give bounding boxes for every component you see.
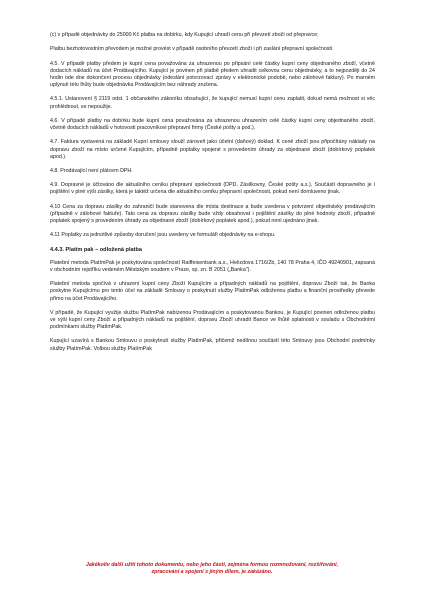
- paragraph-4-8: 4.8. Prodávající není plátcem DPH.: [50, 168, 133, 174]
- paragraph-platim-pak-contract: Kupující uzavírá s Bankou Smlouvu o poskytnutí služby PlatímPak, přičemž nedílnou součástí této Smlouvy jsou Obchodní podmínky služby PlatímPak. Volbou služby PlatímPak: [50, 338, 375, 352]
- footer-line-2: zpracování a spojení s jiným dílem, je zakázáno.: [151, 569, 273, 576]
- footer-line-1: Jakékoliv další užití tohoto dokumentu, nebo jeho části, zejména formou rozmnožování, rozšiřování,: [85, 562, 339, 568]
- paragraph-4-9: 4.9. Dopravné je účtováno dle aktuálního ceníku přepravní společnosti (DPD, Zásilkovny, České pošty a.s.), Součástí dopravného je i pojištění v plné výši zásilky, která je taktéž určena dle aktuálního ceníku přepravní společnosti, pokud není domluveno jinak.: [50, 182, 375, 196]
- paragraph-4-7: 4.7. Faktura vystavená na základě Kupní smlouvy slouží zároveň jako účetní (daňový) doklad. K ceně zboží jsou připočítány náklady na dopravu zboží na místo určené Kupujícím, případně poplatky spojené s provedením úhrady za objednané zboží (dobírkový poplatek apod.).: [50, 139, 375, 160]
- paragraph-platim-pak-provider: Platební metoda PlatímPak je poskytována společností Raiffeisenbank a.s., Hvězdova 1716/2b, 140 78 Praha 4, IČO 49240901, zapsaná v obchodním rejstříku vedeném Městským soudem v Praze, sp. zn. B 2051 („Banka").: [50, 259, 375, 273]
- document-body: [50, 32, 375, 360]
- copyright-warning-footer: [40, 562, 384, 576]
- section-heading-platim-pak: 4.4.3. Platím pak – odložená platba: [50, 246, 143, 253]
- paragraph-4-5: 4.5. V případě platby předem je kupní cena považována za uhrazenou po připsání celé částky kupní ceny objednaného zboží, včetně dodacích nákladů na účet Prodávajícího. Kupující je povinen při platbě předem uhradit celkovou cenu objednávky, a to nejpozději do 24 hodin ode dne dokončení procesu objednávky (odeslání potvrzovací zprávy v elektronické podobě, nebo zálohové faktury). Po marném uplynutí této lhůty bude objednávka Prodávajícím bez náhrady zrušena.: [50, 60, 375, 89]
- paragraph-4-10: 4.10 Cena za dopravu zásilky do zahraničí bude stanovena dle místa destinace a bude uvedena v potvrzení objednávky prodávajícím (případně v zálohové faktuře). Tato cena za dopravu zásilky bude vždy obsahovat i pojištění zásilky do plné hodnoty zboží, případně poplatek spojený s provedením úhrady za objednané zboží (dobírkový poplatek apod.), pokud není ujednáno jinak.: [50, 203, 375, 225]
- paragraph-4-5-1: 4.5.1. Ustanovení § 2119 odst. 1 občanského zákoníku obsahující, že kupující nemusí kupní cenu zaplatit, dokud nemá možnost si věc prohlédnout, se nepoužije.: [50, 96, 375, 110]
- paragraph-bank-transfer: Platbu bezhotovostním převodem je možné provést v případě osobního převzetí zboží i při zaslání přepravní společností.: [50, 46, 334, 53]
- paragraph-4-11: 4.11 Poplatky za jednotlivé způsoby doručení jsou uvedeny ve formuláři objednávky na e-shopu.: [50, 232, 276, 239]
- paragraph-platim-pak-obligation: V případě, že Kupující využije službu PlatímPak nabízenou Prodávajícím a poskytovanou Bankou, je Kupující povinen odloženou platbu ve výši kupní ceny Zboží a případných nákladů na pojištění, dopravu Zboží uhradit Bance ve lhůtě splatnosti v souladu s Obchodními podmínkami služby PlatímPak.: [50, 309, 375, 331]
- paragraph-platim-pak-method: Platební metoda spočívá v uhrazení kupní ceny Zboží Kupujícím a případných nákladů na pojištění, dopravu Zboží tak, že Banka poskytne Kupujícímu pro tento účel na základě Smlouvy o poskytnutí služby PlatímPak odloženou platbu a finanční prostředky převede přímo na účet Prodávajícího.: [50, 281, 375, 302]
- paragraph-4-6: 4.6. V případě platby na dobírku bude kupní cena považována za uhrazenou uhrazením celé částky kupní ceny objednaného zboží, včetně dodacích nákladů v hotovosti pracovníkovi přepravní firmy (České pošty a pod.).: [50, 117, 375, 132]
- paragraph-payment-cod: (c) v případě objednávky do 25000 Kč platba na dobírku, kdy Kupující uhradí cenu při převzetí zboží od přepravce;: [50, 32, 319, 38]
